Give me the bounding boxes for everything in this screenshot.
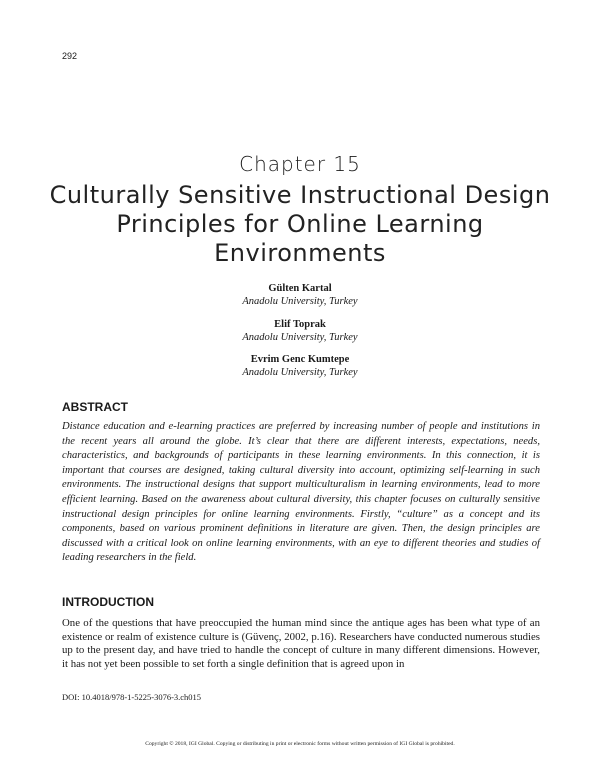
introduction-heading: INTRODUCTION — [62, 595, 154, 609]
author-name: Evrim Genc Kumtepe — [250, 354, 350, 365]
abstract-heading: ABSTRACT — [62, 400, 128, 414]
chapter-title: Culturally Sensitive Instructional Design Principles for Online Learning Environments — [49, 181, 551, 267]
copyright-notice: Copyright © 2018, IGI Global. Copying or distributing in print or electronic forms without written permission of IGI Global is prohibited. — [145, 741, 455, 747]
author-affiliation: Anadolu University, Turkey — [242, 332, 358, 343]
doi: DOI: 10.4018/978-1-5225-3076-3.ch015 — [62, 692, 202, 702]
introduction-text: One of the questions that have preoccupied the human mind since the antique ages has been what type of an existence or realm of existence culture is (Güvenç, 2002, p.16). Researchers have conducted numerous studies up to the present day, and have tried to handle the concept of culture in many different dimensions. However, it has not yet been possible to set forth a single definition that is agreed upon in — [62, 617, 540, 671]
author-name: Gülten Kartal — [268, 283, 332, 294]
chapter-label: Chapter 15 — [239, 152, 361, 176]
author-affiliation: Anadolu University, Turkey — [242, 296, 358, 307]
author-affiliation: Anadolu University, Turkey — [242, 367, 358, 378]
author-name: Elif Toprak — [274, 319, 326, 330]
abstract-text: Distance education and e-learning practices are preferred by increasing number of people and institutions in the recent years all around the globe. It’s clear that there are different interests, expectations, needs, characteristics, and backgrounds of participants in these learning environments. In this connection, it is important that courses are designed, taking cultural diversity into account, optimizing self-learning in such environments. The instructional designs that support multiculturalism in learning environments, lead to more efficient learning. Based on the awareness about cultural diversity, this chapter focuses on culturally sensitive instructional design principles for online learning environments. Firstly, “culture” as a concept and its components, based on various prominent definitions in literature are given. Then, the design principles are discussed with a critical look on online learning environments, with an eye to different theories and studies of leading researchers in the field. — [62, 421, 540, 564]
page-number: 292 — [62, 51, 78, 61]
